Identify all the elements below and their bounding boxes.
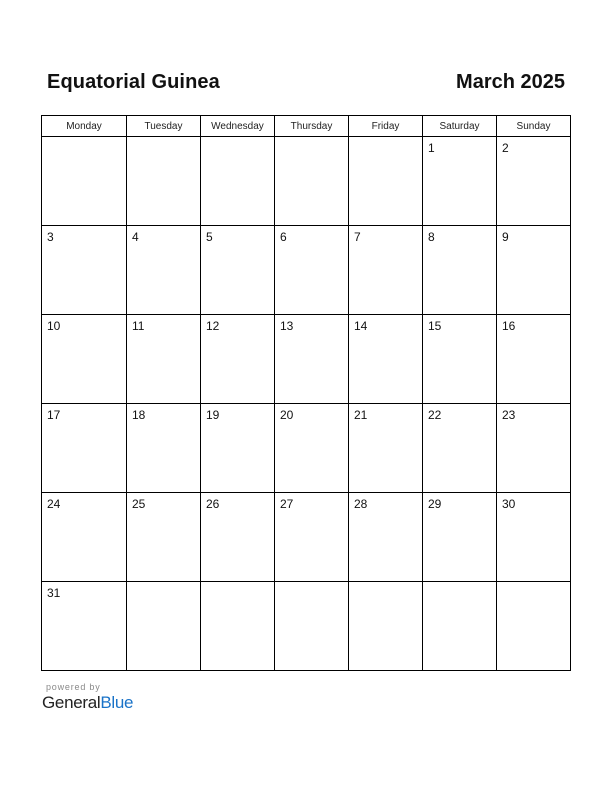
day-cell xyxy=(497,226,571,315)
day-cell xyxy=(42,582,127,671)
day-number: 11 xyxy=(132,319,145,333)
day-cell xyxy=(201,137,275,226)
day-number xyxy=(201,582,274,586)
day-number: 26 xyxy=(206,497,220,511)
day-cell xyxy=(275,137,349,226)
day-cell xyxy=(42,226,127,315)
day-cell xyxy=(423,582,497,671)
brand-logo[interactable] xyxy=(42,693,133,713)
day-number xyxy=(497,582,570,586)
day-cell xyxy=(201,404,275,493)
day-number: 3 xyxy=(47,230,54,244)
day-number xyxy=(275,582,348,586)
day-number: 6 xyxy=(280,230,287,244)
day-number: 8 xyxy=(428,230,435,244)
day-cell xyxy=(127,582,201,671)
day-number: 25 xyxy=(132,497,146,511)
day-cell xyxy=(349,582,423,671)
day-number xyxy=(127,137,200,141)
day-number: 30 xyxy=(502,497,516,511)
day-cell xyxy=(42,404,127,493)
weekday-header-row xyxy=(42,116,571,137)
day-number xyxy=(275,137,348,141)
weekday-header: Thursday xyxy=(275,116,349,137)
day-cell xyxy=(127,404,201,493)
day-cell xyxy=(349,315,423,404)
day-cell xyxy=(127,493,201,582)
day-number xyxy=(349,137,422,141)
calendar-grid xyxy=(41,115,571,671)
day-number: 21 xyxy=(354,408,368,422)
day-cell xyxy=(42,315,127,404)
day-number: 5 xyxy=(206,230,213,244)
day-cell xyxy=(349,226,423,315)
day-number: 20 xyxy=(280,408,294,422)
week-row xyxy=(42,582,571,671)
day-cell xyxy=(275,493,349,582)
day-cell xyxy=(201,493,275,582)
day-number: 13 xyxy=(280,319,294,333)
day-cell xyxy=(275,315,349,404)
day-cell xyxy=(423,493,497,582)
weekday-header: Wednesday xyxy=(201,116,275,137)
weekday-header: Saturday xyxy=(423,116,497,137)
day-cell xyxy=(201,315,275,404)
day-number: 12 xyxy=(206,319,220,333)
day-number: 14 xyxy=(354,319,368,333)
brand-logo-blue: Blue xyxy=(100,693,134,712)
day-cell xyxy=(497,404,571,493)
day-number: 1 xyxy=(428,141,435,155)
brand-logo-general: General xyxy=(42,693,101,712)
day-cell xyxy=(201,582,275,671)
day-number: 24 xyxy=(47,497,61,511)
page-title-country: Equatorial Guinea xyxy=(47,71,220,93)
weekday-header: Friday xyxy=(349,116,423,137)
day-number: 4 xyxy=(132,230,139,244)
day-cell xyxy=(497,315,571,404)
day-cell xyxy=(349,404,423,493)
day-number: 23 xyxy=(502,408,516,422)
powered-by-label: powered by xyxy=(46,682,101,692)
day-cell xyxy=(201,226,275,315)
day-cell xyxy=(127,315,201,404)
page-title-month: March 2025 xyxy=(456,71,565,93)
day-number: 9 xyxy=(502,230,509,244)
day-number: 15 xyxy=(428,319,442,333)
weekday-header: Monday xyxy=(42,116,127,137)
week-row xyxy=(42,226,571,315)
day-number xyxy=(42,137,126,141)
day-number: 19 xyxy=(206,408,220,422)
day-number xyxy=(127,582,200,586)
day-number: 2 xyxy=(502,141,509,155)
day-number: 18 xyxy=(132,408,146,422)
day-cell xyxy=(423,226,497,315)
day-cell xyxy=(275,404,349,493)
day-number: 31 xyxy=(47,586,61,600)
day-cell xyxy=(497,582,571,671)
day-cell xyxy=(497,493,571,582)
day-number: 22 xyxy=(428,408,442,422)
day-cell xyxy=(423,137,497,226)
week-row xyxy=(42,404,571,493)
day-number xyxy=(201,137,274,141)
week-row xyxy=(42,493,571,582)
day-cell xyxy=(275,582,349,671)
day-number: 10 xyxy=(47,319,61,333)
day-number: 16 xyxy=(502,319,516,333)
day-cell xyxy=(127,226,201,315)
day-cell xyxy=(275,226,349,315)
weekday-header: Tuesday xyxy=(127,116,201,137)
day-cell xyxy=(349,493,423,582)
day-cell xyxy=(42,493,127,582)
day-number: 29 xyxy=(428,497,442,511)
weekday-header: Sunday xyxy=(497,116,571,137)
week-row xyxy=(42,315,571,404)
day-number xyxy=(423,582,496,586)
day-number: 17 xyxy=(47,408,61,422)
day-number: 28 xyxy=(354,497,368,511)
day-number: 27 xyxy=(280,497,294,511)
day-number: 7 xyxy=(354,230,361,244)
week-row xyxy=(42,137,571,226)
day-cell xyxy=(497,137,571,226)
day-cell xyxy=(42,137,127,226)
day-number xyxy=(349,582,422,586)
day-cell xyxy=(423,404,497,493)
day-cell xyxy=(127,137,201,226)
day-cell xyxy=(349,137,423,226)
day-cell xyxy=(423,315,497,404)
